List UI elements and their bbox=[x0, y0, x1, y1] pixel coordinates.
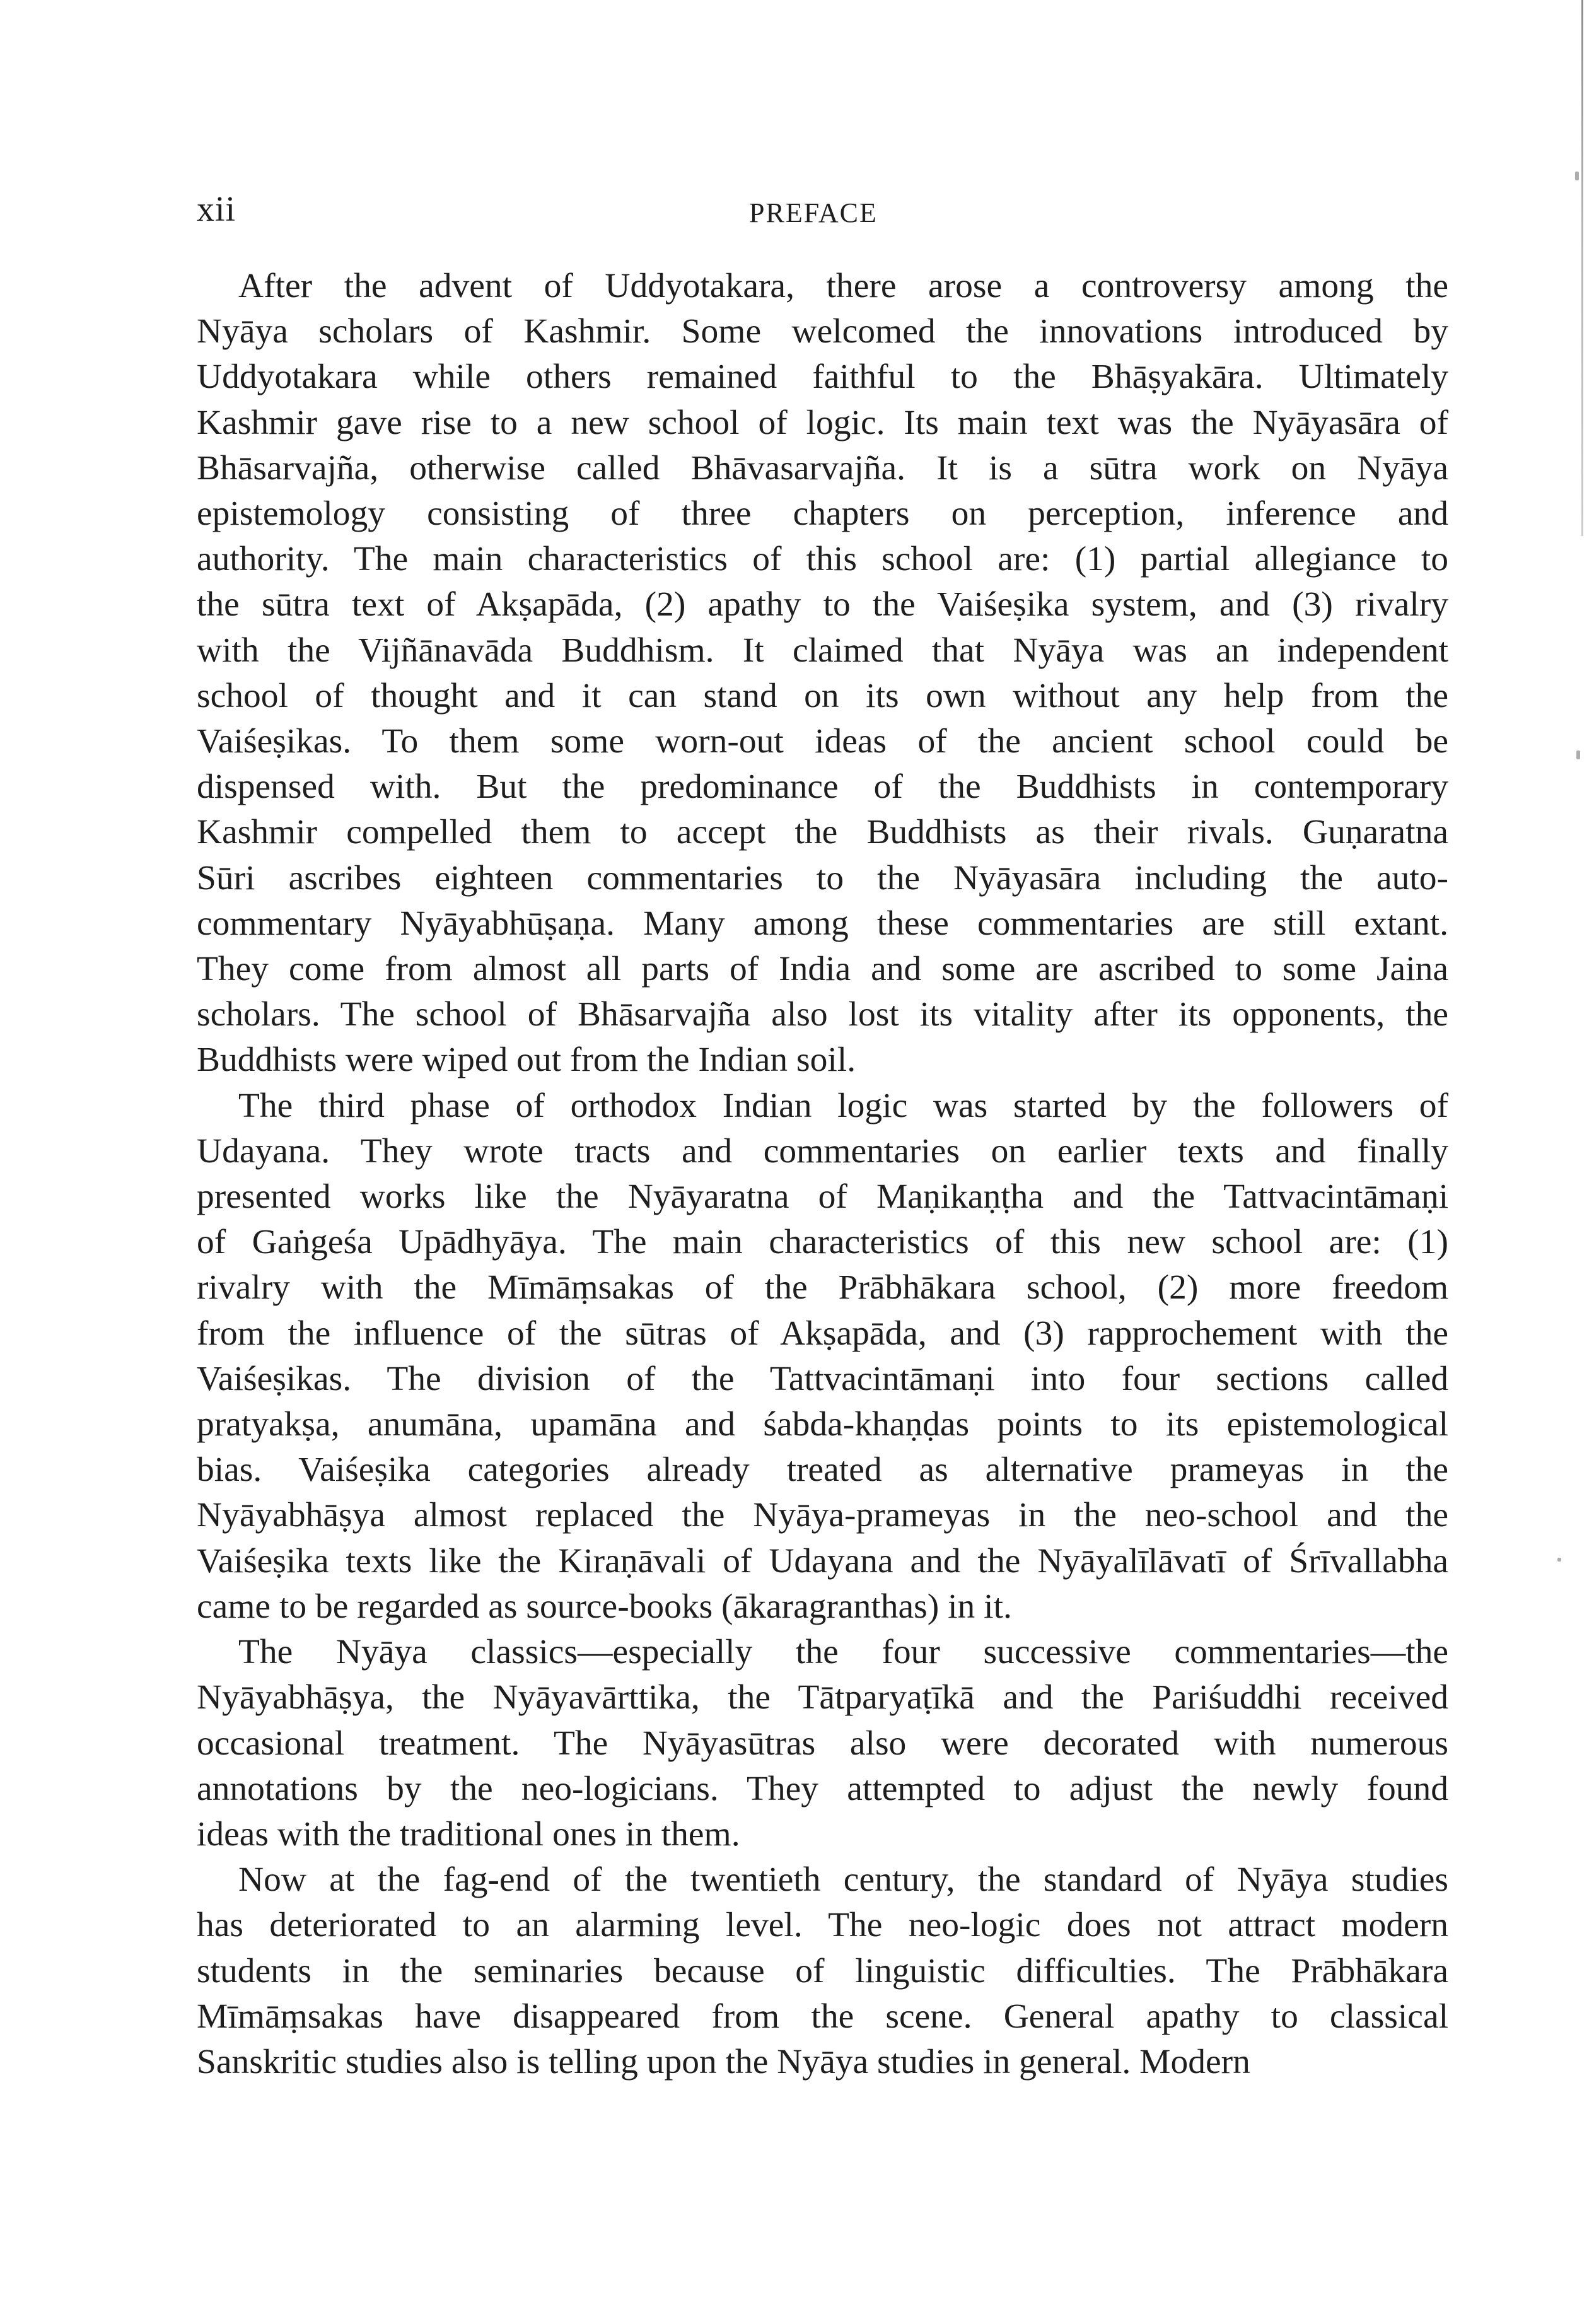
body-text bbox=[197, 264, 1448, 2085]
text-line: bias. Vaiśeṣika categories already treated as alternative prameyas in the bbox=[197, 1451, 1448, 1490]
text-line: Nyāyabhāṣya, the Nyāyavārttika, the Tātparyaṭīkā and the Pariśuddhi received bbox=[197, 1678, 1448, 1717]
text-line: annotations by the neo-logicians. They attempted to adjust the newly found bbox=[197, 1769, 1448, 1808]
text-line: pratyakṣa, anumāna, upamāna and śabda-khaṇḍas points to its epistemological bbox=[197, 1405, 1448, 1444]
text-line: has deteriorated to an alarming level. The neo-logic does not attract modern bbox=[197, 1906, 1448, 1945]
text-line: presented works like the Nyāyaratna of Maṇikaṇṭha and the Tattvacintāmaṇi bbox=[197, 1177, 1448, 1217]
running-head bbox=[0, 189, 1594, 240]
paragraph bbox=[197, 1857, 1448, 2085]
text-line: Buddhists were wiped out from the Indian soil. bbox=[197, 1041, 856, 1080]
text-line: epistemology consisting of three chapters on perception, inference and bbox=[197, 494, 1448, 534]
text-line: with the Vijñānavāda Buddhism. It claimed that Nyāya was an independent bbox=[197, 631, 1448, 670]
scan-edge-shadow bbox=[1581, 0, 1583, 536]
text-line: Kashmir gave rise to a new school of logic. Its main text was the Nyāyasāra of bbox=[197, 403, 1448, 442]
text-line: Udayana. They wrote tracts and commentaries on earlier texts and finally bbox=[197, 1131, 1448, 1171]
text-line: Sanskritic studies also is telling upon the Nyāya studies in general. Modern bbox=[197, 2042, 1250, 2081]
scan-mark bbox=[1557, 1558, 1561, 1562]
scan-mark bbox=[1576, 750, 1580, 759]
text-line: occasional treatment. The Nyāyasūtras also were decorated with numerous bbox=[197, 1724, 1448, 1763]
text-line: of Gaṅgeśa Upādhyāya. The main characteristics of this new school are: (1) bbox=[197, 1223, 1448, 1262]
text-line: Vaiśeṣika texts like the Kiraṇāvali of Udayana and the Nyāyalīlāvatī of Śrīvallabha bbox=[197, 1541, 1448, 1580]
text-line: came to be regarded as source-books (ākaragranthas) in it. bbox=[197, 1587, 1012, 1626]
text-line: Nyāya scholars of Kashmir. Some welcomed the innovations introduced by bbox=[197, 312, 1448, 351]
scan-mark bbox=[1575, 172, 1579, 180]
text-line: Kashmir compelled them to accept the Buddhists as their rivals. Guṇaratna bbox=[197, 813, 1448, 852]
text-line: students in the seminaries because of linguistic difficulties. The Prābhākara bbox=[197, 1951, 1448, 1990]
text-line: the sūtra text of Akṣapāda, (2) apathy to the Vaiśeṣika system, and (3) rivalry bbox=[197, 585, 1448, 624]
text-line: dispensed with. But the predominance of the Buddhists in contemporary bbox=[197, 768, 1448, 807]
text-line: Mīmāṃsakas have disappeared from the scene. General apathy to classical bbox=[197, 1997, 1448, 2036]
text-line: Now at the fag-end of the twentieth century, the standard of Nyāya studies bbox=[238, 1860, 1448, 1900]
text-line: Vaiśeṣikas. To them some worn-out ideas of the ancient school could be bbox=[197, 722, 1448, 761]
paragraph bbox=[197, 1630, 1448, 1857]
paragraph bbox=[197, 1083, 1448, 1630]
text-line: The third phase of orthodox Indian logic was started by the followers of bbox=[238, 1086, 1448, 1125]
text-line: Nyāyabhāṣya almost replaced the Nyāya-prameyas in the neo-school and the bbox=[197, 1496, 1448, 1535]
page-title: PREFACE bbox=[749, 197, 878, 228]
text-line: authority. The main characteristics of this school are: (1) partial allegiance to bbox=[197, 540, 1448, 579]
text-line: They come from almost all parts of India and some are ascribed to some Jaina bbox=[197, 950, 1448, 989]
text-line: The Nyāya classics—especially the four successive commentaries—the bbox=[238, 1633, 1448, 1672]
text-line: scholars. The school of Bhāsarvajña also lost its vitality after its opponents, the bbox=[197, 995, 1448, 1034]
text-line: After the advent of Uddyotakara, there arose a controversy among the bbox=[238, 267, 1448, 305]
text-line: from the influence of the sūtras of Akṣapāda, and (3) rapprochement with the bbox=[197, 1314, 1448, 1353]
text-line: rivalry with the Mīmāṃsakas of the Prābhākara school, (2) more freedom bbox=[197, 1268, 1448, 1307]
text-line: Vaiśeṣikas. The division of the Tattvacintāmaṇi into four sections called bbox=[197, 1359, 1448, 1398]
paragraph bbox=[197, 264, 1448, 1083]
page-number: xii bbox=[197, 190, 236, 229]
text-line: Uddyotakara while others remained faithful to the Bhāṣyakāra. Ultimately bbox=[197, 358, 1448, 397]
text-line: school of thought and it can stand on its own without any help from the bbox=[197, 676, 1448, 715]
text-line: Sūri ascribes eighteen commentaries to the Nyāyasāra including the auto- bbox=[197, 858, 1448, 897]
text-line: Bhāsarvajña, otherwise called Bhāvasarvajña. It is a sūtra work on Nyāya bbox=[197, 448, 1448, 488]
text-line: commentary Nyāyabhūṣaṇa. Many among these commentaries are still extant. bbox=[197, 904, 1448, 943]
text-line: ideas with the traditional ones in them. bbox=[197, 1814, 740, 1854]
